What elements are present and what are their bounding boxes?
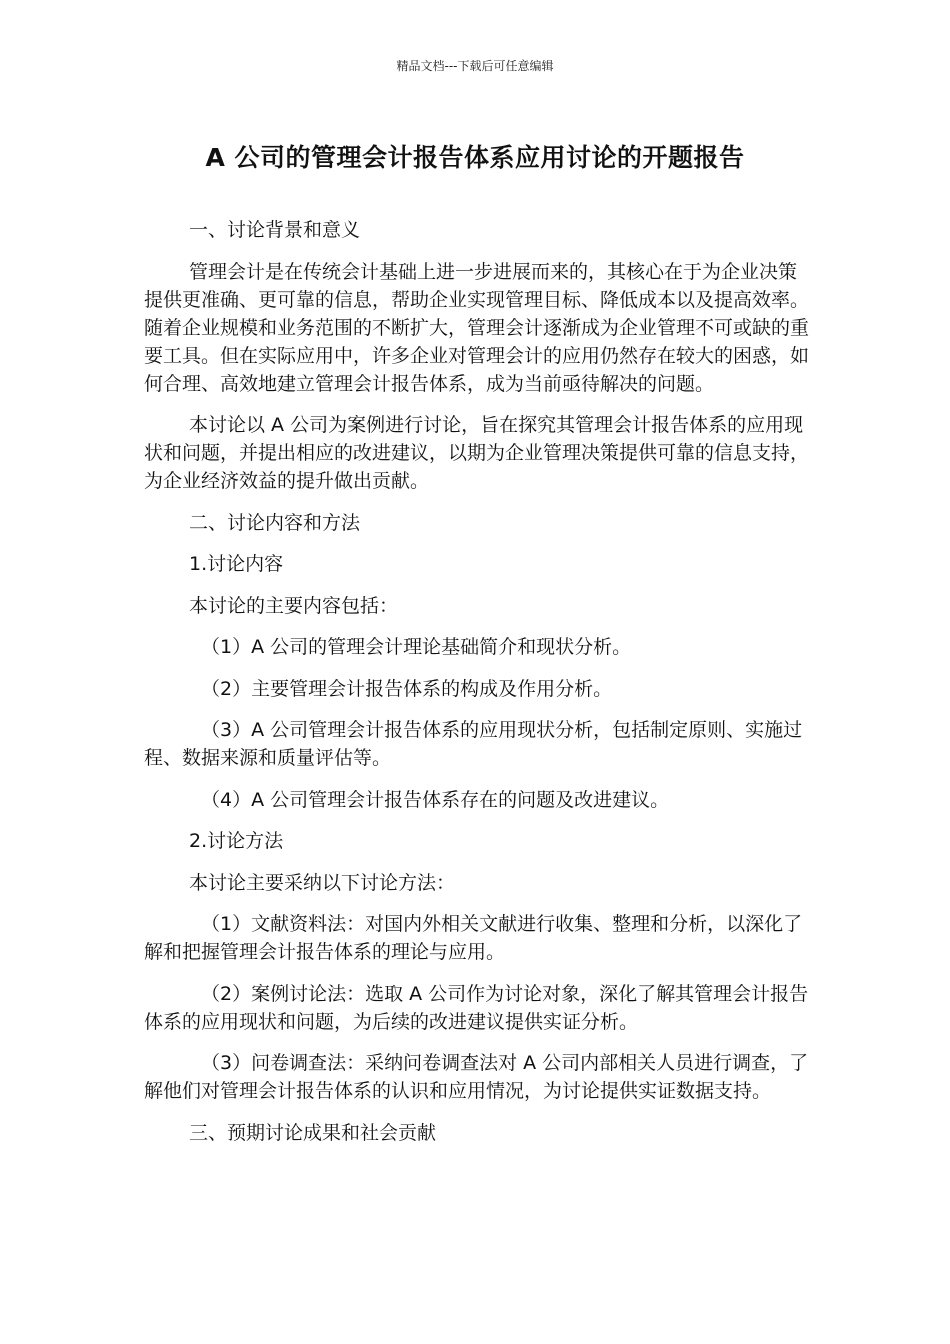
section-heading: 二、讨论内容和方法 [189,511,361,534]
body-paragraph: 本讨论以 A 公司为案例进行讨论，旨在探究其管理会计报告体系的应用现状和问题，并提出相应的改进建议，以期为企业管理决策提供可靠的信息支持，为企业经济效益的提升做出贡献。 [144,414,810,492]
body-paragraph: 本讨论主要采纳以下讨论方法： [189,871,456,894]
list-item: （1）A 公司的管理会计理论基础简介和现状分析。 [201,636,632,658]
subsection-heading: 1.讨论内容 [189,553,284,575]
document-body [144,216,809,1160]
document-title: A 公司的管理会计报告体系应用讨论的开题报告 [205,143,745,172]
list-item: （2）主要管理会计报告体系的构成及作用分析。 [201,677,613,700]
list-item: （2）案例讨论法：选取 A 公司作为讨论对象，深化了解其管理会计报告体系的应用现状和问题，为后续的改进建议提供实证分析。 [144,982,809,1033]
list-item: （3）问卷调查法：采纳问卷调查法对 A 公司内部相关人员进行调查，了解他们对管理会计报告体系的认识和应用情况，为讨论提供实证数据支持。 [144,1052,809,1102]
subsection-heading: 2.讨论方法 [189,830,284,852]
list-item: （3）A 公司管理会计报告体系的应用现状分析，包括制定原则、实施过程、数据来源和质量评估等。 [144,719,803,769]
section-heading: 三、预期讨论成果和社会贡献 [189,1121,437,1144]
page-header: 精品文档---下载后可任意编辑 [396,59,554,73]
list-item: （4）A 公司管理会计报告体系存在的问题及改进建议。 [201,788,670,811]
body-paragraph: 本讨论的主要内容包括： [189,594,399,617]
body-paragraph: 管理会计是在传统会计基础上进一步进展而来的，其核心在于为企业决策提供更准确、更可靠的信息，帮助企业实现管理目标、降低成本以及提高效率。随着企业规模和业务范围的不断扩大，管理会计逐渐成为企业管理不可或缺的重要工具。但在实际应用中，许多企业对管理会计的应用仍然存在较大的困惑，如何合理、高效地建立管理会计报告体系，成为当前亟待解决的问题。 [144,260,810,395]
section-heading: 一、讨论背景和意义 [189,219,361,241]
list-item: （1）文献资料法：对国内外相关文献进行收集、整理和分析，以深化了解和把握管理会计报告体系的理论与应用。 [144,913,803,963]
